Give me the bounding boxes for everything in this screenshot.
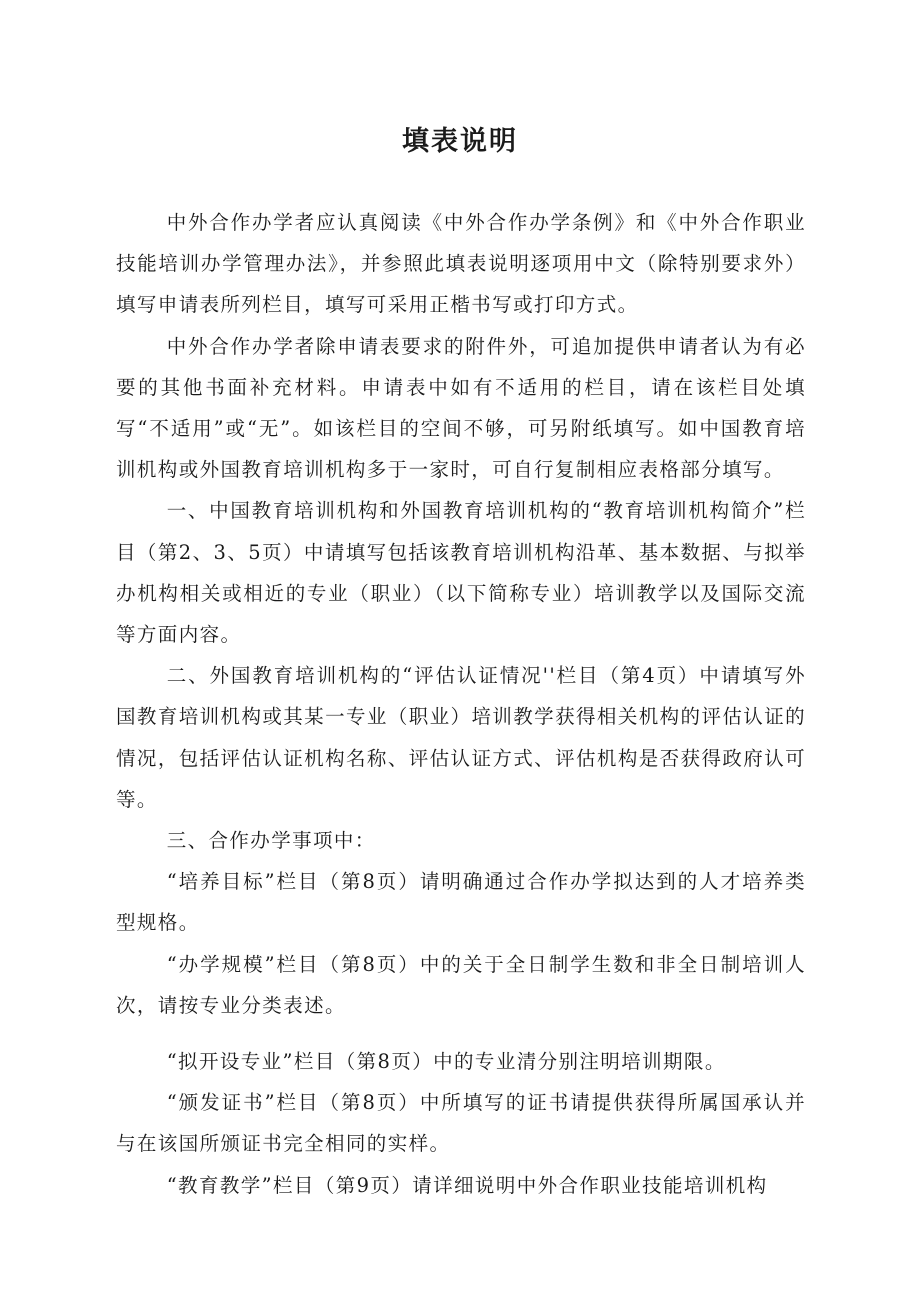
paragraph-training-goal: “培养目标”栏目（第8页）请明确通过合作办学拟达到的人才培养类型规格。: [116, 870, 806, 935]
document-body: [116, 202, 806, 1206]
paragraph-school-scale: “办学规模”栏目（第8页）中的关于全日制学生数和非全日制培训人次，请按专业分类表述。: [116, 952, 806, 1017]
paragraph-supplementary-materials: 中外合作办学者除申请表要求的附件外，可追加提供申请者认为有必要的其他书面补充材料。申请表中如有不适用的栏目，请在该栏目处填写“不适用”或“无”。如该栏目的空间不够，可另附纸填写。如中国教育培训机构或外国教育培训机构多于一家时，可自行复制相应表格部分填写。: [116, 334, 806, 482]
paragraph-institution-profile: 一、中国教育培训机构和外国教育培训机构的“教育培训机构简介”栏目（第2、3、5页）中请填写包括该教育培训机构沿革、基本数据、与拟举办机构相关或相近的专业（职业）（以下简称专业）培训教学以及国际交流等方面内容。: [116, 499, 806, 647]
paragraph-education-teaching: “教育教学”栏目（第9页）请详细说明中外合作职业技能培训机构: [166, 1173, 768, 1197]
paragraph-planned-majors: “拟开设专业”栏目（第8页）中的专业清分别注明培训期限。: [166, 1050, 726, 1074]
paragraph-accreditation: 二、外国教育培训机构的“评估认证情况''栏目（第4页）中请填写外国教育培训机构或其某一专业（职业）培训教学获得相关机构的评估认证的情况，包括评估认证机构名称、评估认证方式、评估机构是否获得政府认可等。: [116, 664, 806, 811]
paragraph-certificates: “颁发证书”栏目（第8页）中所填写的证书请提供获得所属国承认并与在该国所颁证书完全相同的实样。: [116, 1091, 806, 1156]
page-title: 填表说明: [402, 126, 518, 157]
paragraph-instructions-intro: 中外合作办学者应认真阅读《中外合作办学条例》和《中外合作职业技能培训办学管理办法》，并参照此填表说明逐项用中文（除特别要求外）填写申请表所列栏目，填写可采用正楷书写或打印方式。: [116, 211, 806, 317]
paragraph-cooperation-items: 三、合作办学事项中：: [166, 829, 376, 853]
